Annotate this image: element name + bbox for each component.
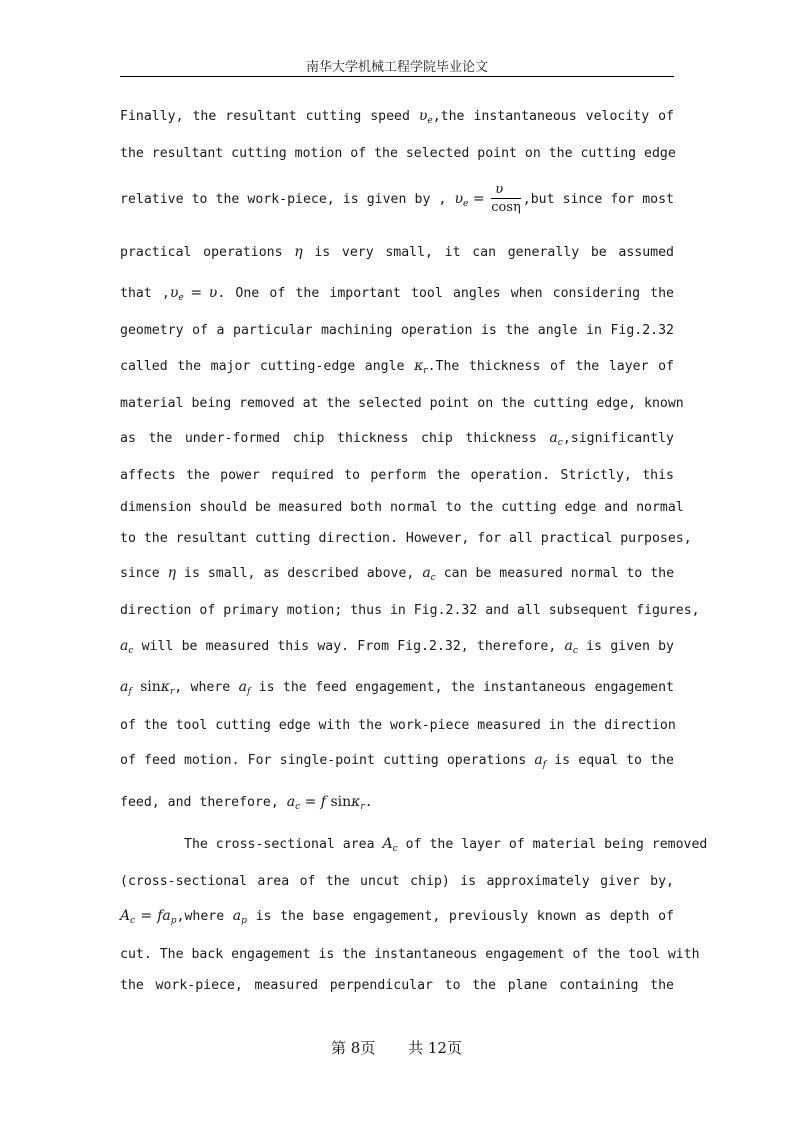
text-line: affects the power required to perform the operation. Strictly, this [120, 468, 674, 483]
text-line: as the under-formed chip thickness chip thickness $a_c,significantly$ [120, 430, 674, 448]
math-v: υ [418, 108, 428, 124]
fraction-v-cos-eta: $\frac{\upsilon}{\cos\eta}$ [491, 181, 521, 215]
text-line: $A_c$ = $fa_p,where$ $a_p$ is the base engagement, previously known as depth of [120, 908, 674, 926]
text-line: (cross-sectional area of the uncut chip) is approximately giver by, [120, 874, 674, 889]
text-line: $a_f$ sinκ$_r$, where $a_f$ is the feed engagement, the instantaneous engagement [120, 679, 674, 697]
text-line: The cross-sectional area $A_c$ of the layer of material being removed [184, 836, 708, 854]
document-header: 南华大学机械工程学院毕业论文 [305, 60, 488, 75]
text-line: practical operations η is very small, it can generally be assumed [120, 244, 674, 260]
page-footer [0, 1037, 793, 1058]
text-line: $a_c$ will be measured this way. From Fig.2.32, therefore, $a_c$ is given by [120, 638, 674, 656]
text-line: Finally, the resultant cutting speed $\upsilon_e,the$ instantaneous velocity of [120, 108, 674, 126]
text-line: the resultant cutting motion of the selected point on the cutting edge [120, 146, 676, 161]
text-line: since η is small, as described above, $a_c$ can be measured normal to the [120, 565, 675, 583]
text-line: to the resultant cutting direction. However, for all practical purposes, [120, 531, 692, 546]
text-line: the work-piece, measured perpendicular to the plane containing the [120, 978, 674, 993]
text-line: dimension should be measured both normal to the cutting edge and normal [120, 500, 684, 515]
text-line: direction of primary motion; thus in Fig.2.32 and all subsequent figures, [120, 603, 700, 618]
text-line: that $,\upsilon_e = \upsilon$. One of the important tool angles when considering the [120, 285, 674, 303]
text-line: called the major cutting-edge angle $\kappa_r.The$ thickness of the layer of [120, 358, 674, 376]
text-line: feed, and therefore, $a_c = f$ sinκ$_r$. [120, 794, 373, 812]
page-total: 共 12页 [408, 1039, 462, 1057]
text-line: material being removed at the selected point on the cutting edge, known [120, 396, 684, 411]
text-line: of feed motion. For single-point cutting operations $a_f$ is equal to the [120, 752, 674, 770]
text-line: relative to the work-piece, is given by , $\upsilon_e$ = $\frac{\upsilon}{\cos\eta}$ ,but since for most [120, 181, 674, 215]
text-line: cut. The back engagement is the instantaneous engagement of the tool with [120, 947, 700, 962]
text-line: geometry of a particular machining operation is the angle in Fig.2.32 [120, 323, 674, 338]
page-number: 第 8页 [331, 1039, 376, 1057]
header-rule [120, 76, 674, 77]
text-line: of the tool cutting edge with the work-piece measured in the direction [120, 718, 676, 733]
